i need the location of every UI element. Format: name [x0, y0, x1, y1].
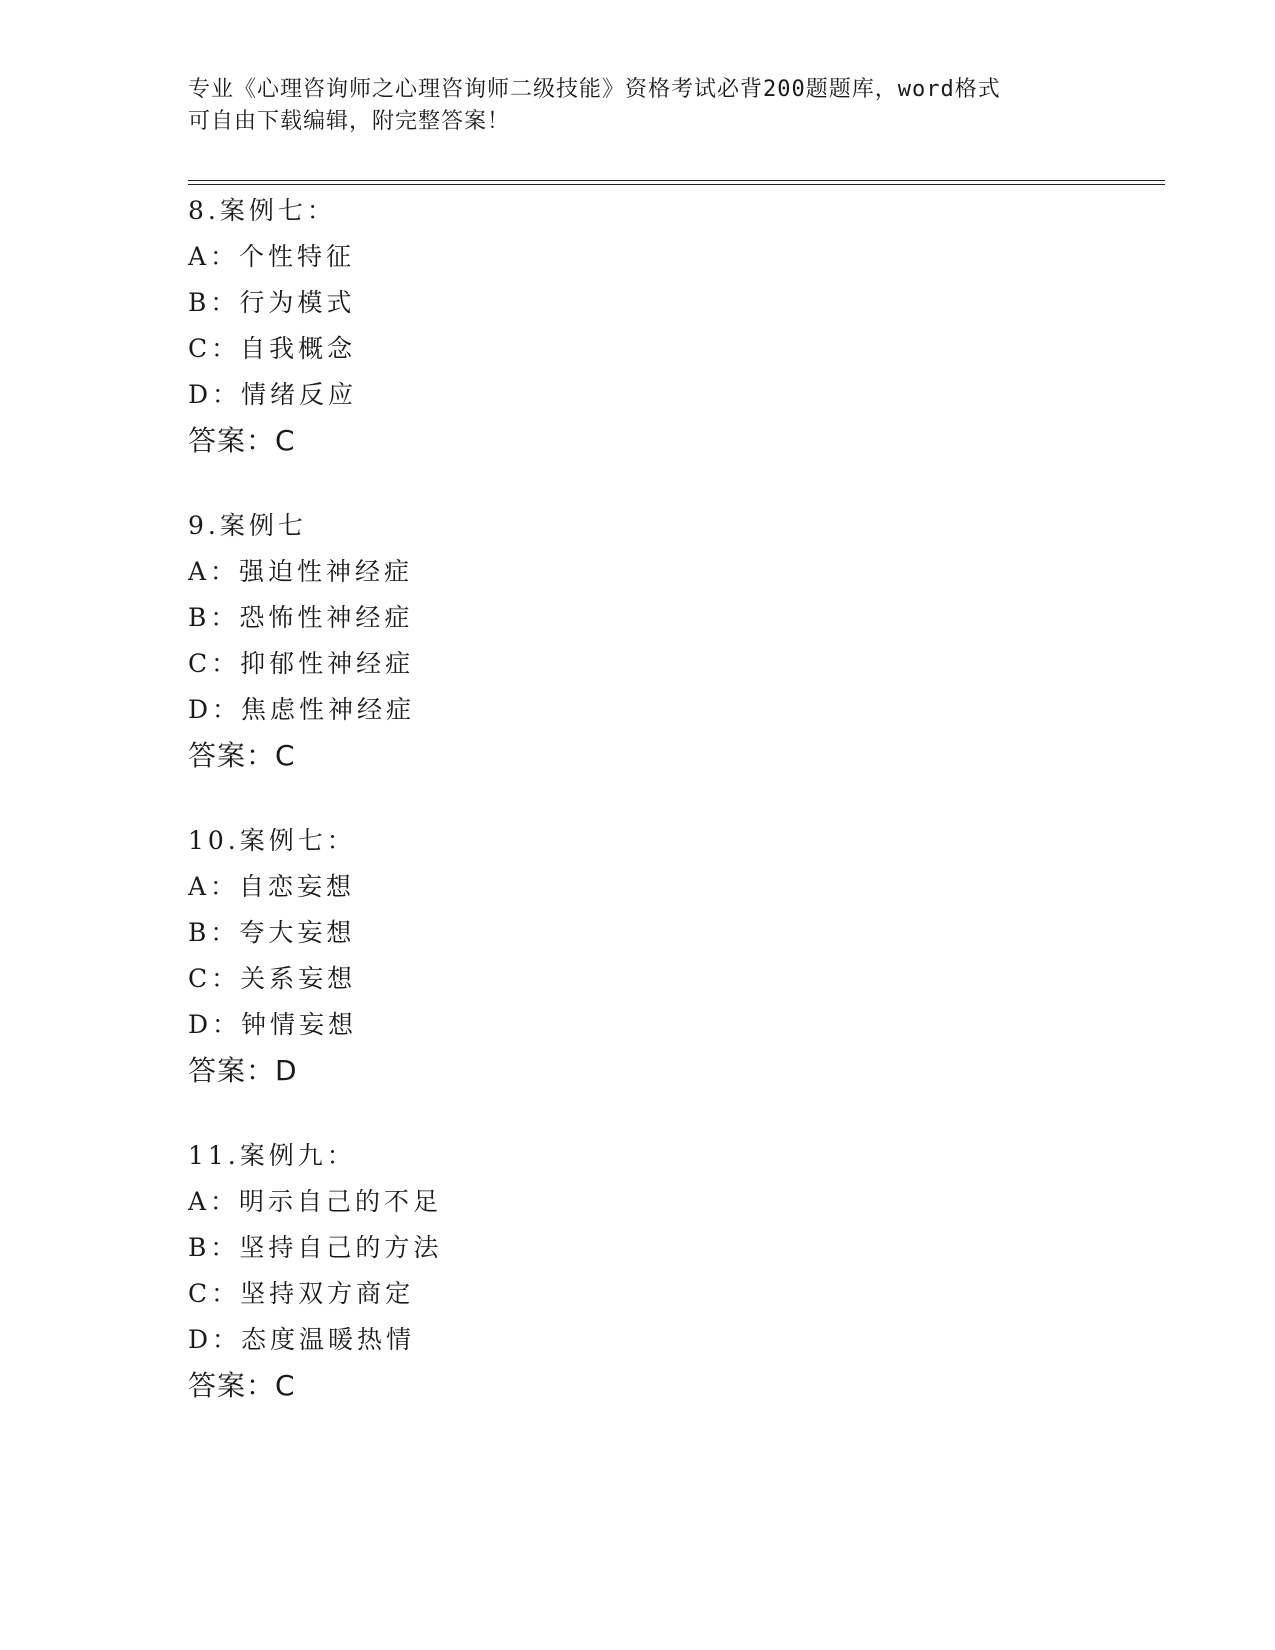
question-10 — [188, 818, 888, 1094]
question-11 — [188, 1133, 888, 1409]
option-a: A：明示自己的不足 — [188, 1187, 443, 1216]
option-b: B：坚持自己的方法 — [188, 1233, 443, 1262]
option-c: C：坚持双方商定 — [188, 1279, 415, 1308]
option-c: C：抑郁性神经症 — [188, 649, 415, 678]
option-b: B：行为模式 — [188, 288, 356, 317]
option-a: A：个性特征 — [188, 242, 356, 271]
question-8 — [188, 188, 888, 464]
question-title: 9.案例七 — [188, 511, 307, 540]
header-divider — [188, 180, 1165, 185]
option-b: B：恐怖性神经症 — [188, 603, 414, 632]
option-d: D：情绪反应 — [188, 380, 358, 409]
option-c: C：自我概念 — [188, 334, 357, 363]
option-d: D：焦虑性神经症 — [188, 695, 416, 724]
option-b: B：夸大妄想 — [188, 918, 356, 947]
answer-label: 答案：D — [188, 1054, 298, 1087]
answer-label: 答案：C — [188, 424, 296, 457]
question-title: 11.案例九： — [188, 1141, 356, 1170]
answer-label: 答案：C — [188, 1369, 296, 1402]
option-d: D：钟情妄想 — [188, 1010, 358, 1039]
question-title: 8.案例七： — [188, 196, 336, 225]
option-a: A：自恋妄想 — [188, 872, 356, 901]
option-d: D：态度温暖热情 — [188, 1325, 416, 1354]
document-header — [188, 74, 1088, 138]
header-line-1: 专业《心理咨询师之心理咨询师二级技能》资格考试必背200题题库，word格式 — [188, 77, 1001, 102]
question-title: 10.案例七： — [188, 826, 356, 855]
answer-label: 答案：C — [188, 739, 296, 772]
option-c: C：关系妄想 — [188, 964, 357, 993]
question-9 — [188, 503, 888, 779]
option-a: A：强迫性神经症 — [188, 557, 414, 586]
header-line-2: 可自由下载编辑，附完整答案！ — [188, 109, 511, 134]
